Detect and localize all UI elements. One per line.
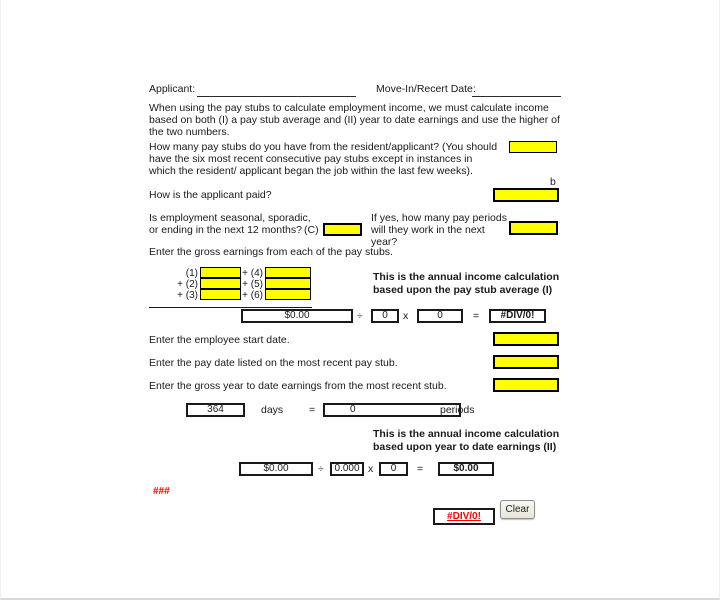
ytd-divisor-cell: 0.000 [330,462,364,476]
divide-sign-1: ÷ [357,310,363,322]
ytd-earnings-instruction: Enter the gross year to date earnings from the most recent stub. [149,380,447,392]
applicant-label: Applicant: [149,83,196,95]
paystub-input-3[interactable] [200,289,241,300]
seasonal-question: Is employment seasonal, sporadic, or ending in the next 12 months? [149,212,311,236]
paystub-count-question: How many pay stubs do you have from the resident/applicant? (You should have the six most recent consecutive pay stubs except in instances in which the resident/ applicant began the job within the last few weeks). [149,141,498,177]
avg-divisor-cell: 0 [371,309,399,323]
move-in-date-input-line[interactable] [472,83,561,97]
calc2-note-line2: based upon year to date earnings (II) [373,441,557,453]
periods-value-cell: 0 [323,403,461,417]
avg-sum-cell: $0.00 [241,309,353,323]
grid-label-4: + (4) [242,268,263,279]
periods-unit-label: periods [440,404,475,416]
note-b: b [550,176,556,188]
calc1-note-line2: based upon the pay stub average (I) [373,284,553,296]
grid-label-2: + (2) [177,279,198,290]
payment-method-question: How is the applicant paid? [149,189,272,201]
paystub-input-4[interactable] [265,267,311,278]
grid-label-5: + (5) [242,279,263,290]
clear-button[interactable]: Clear [500,500,535,519]
paystub-count-input[interactable] [509,141,557,153]
overflow-error-text: ### [153,486,170,497]
multiply-sign-2: x [368,463,374,475]
ytd-periods-cell: 0 [379,462,408,476]
avg-result-cell: #DIV/0! [489,309,546,323]
calc2-note-line1: This is the annual income calculation [373,428,560,440]
move-in-date-label: Move-In/Recert Date: [376,83,476,95]
paystub-input-1[interactable] [200,267,241,278]
grid-label-6: + (6) [242,290,263,301]
start-date-input[interactable] [493,332,559,346]
final-result-value: #DIV/0! [447,510,481,522]
payment-method-input[interactable] [493,188,559,202]
seasonal-input[interactable] [323,223,362,236]
final-result-cell [433,508,495,525]
pay-date-input[interactable] [493,355,559,369]
pay-periods-input[interactable] [509,221,558,235]
grid-label-3: + (3) [177,290,198,301]
grid-label-1: (1) [185,268,198,279]
applicant-input-line[interactable] [197,83,356,97]
avg-periods-cell: 0 [417,309,463,323]
days-label: days [261,404,284,416]
pay-date-instruction: Enter the pay date listed on the most recent pay stub. [149,357,398,369]
paystub-input-2[interactable] [200,278,241,289]
seasonal-marker: (C) [304,224,319,236]
intro-text: When using the pay stubs to calculate employment income, we must calculate income based on both (I) a pay stub average and (II) year to date earnings and use the higher of the two numbers. [149,102,560,138]
ytd-earnings-input[interactable] [493,378,559,392]
calc1-note-line1: This is the annual income calculation [373,271,560,283]
days-value-cell: 364 [186,403,245,417]
days-equals-sign: = [309,404,316,416]
equals-sign-2: = [417,463,424,475]
sum-underline [149,306,312,308]
start-date-instruction: Enter the employee start date. [149,334,290,346]
divide-sign-2: ÷ [318,463,324,475]
paystub-input-5[interactable] [265,278,311,289]
multiply-sign-1: x [403,310,409,322]
gross-earnings-instruction: Enter the gross earnings from each of the pay stubs. [149,246,393,258]
ytd-result-cell: $0.00 [438,462,494,476]
equals-sign-1: = [473,310,480,322]
pay-periods-question: If yes, how many pay periods will they work in the next year? [371,212,507,248]
paystub-input-6[interactable] [265,289,311,300]
ytd-sum-cell: $0.00 [239,462,313,476]
